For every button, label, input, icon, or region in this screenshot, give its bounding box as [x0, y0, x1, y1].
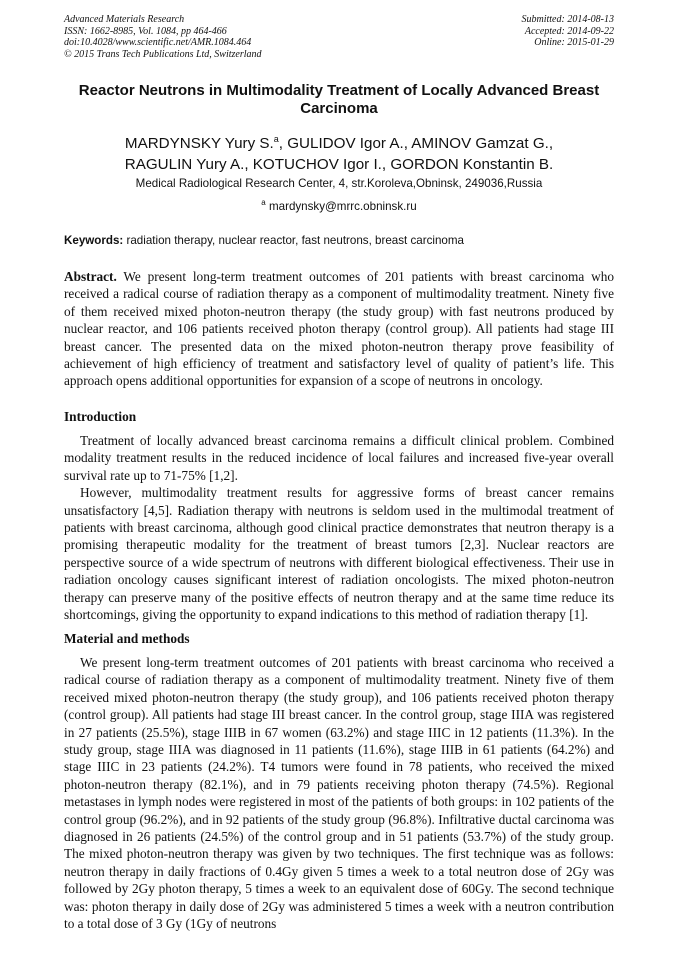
introduction-heading: Introduction — [64, 409, 137, 424]
abstract-label: Abstract. — [64, 269, 117, 284]
methods-heading: Material and methods — [64, 631, 190, 646]
keywords-text: radiation therapy, nuclear reactor, fast neutrons, breast carcinoma — [123, 234, 464, 247]
author-line-2: RAGULIN Yury A., KOTUCHOV Igor I., GORDON Konstantin B. — [124, 156, 554, 174]
introduction-paragraph-1: Treatment of locally advanced breast carcinoma remains a difficult clinical problem. Combined modality treatment results in the reduced incidence of local failures and increased five-year overall survival rate up to 71-75% [1,2]. — [64, 433, 614, 483]
journal-name: Advanced Materials Research — [64, 14, 185, 25]
abstract — [64, 268, 614, 390]
methods-paragraph-1: We present long-term treatment outcomes of 201 patients with breast carcinoma who received a radical course of radiation therapy as a component of multimodality treatment. Ninety five of them received mixed photon-neutron therapy (the study group), and 106 patients received photon therapy (control group). All patients had stage III breast cancer. In the control group, stage IIIA was registered in 27 patients (25.5%), stage IIIB in 67 women (63.2%) and stage IIIC in 12 patients (11.3%). In the study group, stage IIIA was diagnosed in 11 patients (11.6%), stage IIIB in 61 patients (64.2%) and stage IIIC in 23 patients (24.2%). T4 tumors were found in 78 patients, who received the mixed photon-neutron therapy (82.1%), and in 79 patients receiving photon therapy (74.5%). Regional metastases in lymph nodes were registered in most of the patients of both groups: in 102 patients of the control group (96.2%), and in 92 patients of the study group (96.8%). Infiltrative ductal carcinoma was diagnosed in 26 patients (24.5%) of the control group and in 51 patients (53.7%) of the study group. The mixed photon-neutron therapy was given by two techniques. The first technique was as follows: neutron therapy in daily fractions of 0.4Gy given 5 times a week to a total neutron dose of 2Gy was followed by 2Gy photon therapy, 5 times a week to an equivalent dose of 60Gy. The second technique was: photon therapy in daily dose of 2Gy was administered 5 times a week with a neutron contribution to a total dose of 3 Gy (1Gy of neutrons — [64, 655, 614, 932]
journal-info — [64, 14, 262, 60]
doi-line: doi:10.4028/www.scientific.net/AMR.1084.464 — [64, 37, 252, 48]
author-list — [64, 129, 614, 175]
email-address[interactable]: mardynsky@mrrc.obninsk.ru — [265, 199, 417, 213]
copyright-line: © 2015 Trans Tech Publications Ltd, Switzerland — [64, 48, 262, 60]
paper-title: Reactor Neutrons in Multimodality Treatment of Locally Advanced Breast Carcinoma — [78, 82, 600, 117]
abstract-text: We present long-term treatment outcomes of 201 patients with breast carcinoma who received a radical course of radiation therapy as a component of multimodality treatment. Ninety five of them received mixed photon-neutron therapy (the study group) with fast neutrons produced by nuclear reactor, and 106 patients received photon therapy (control group). All patients had stage III breast cancer. The presented data on the mixed photon-neutron therapy prove feasibility of achievement of high efficiency of treatment and satisfactory level of quality of patient’s life. This approach opens additional opportunities for expansion of a scope of neutrons in oncology. — [64, 269, 614, 389]
keywords — [64, 234, 614, 247]
submitted-date: Submitted: 2014-08-13 — [521, 14, 614, 25]
accepted-date: Accepted: 2014-09-22 — [524, 25, 614, 37]
author-line-1: MARDYNSKY Yury S.$^a$, GULIDOV Igor A., AMINOV Gamzat G., — [124, 134, 554, 153]
publication-dates — [522, 14, 615, 49]
affiliation: Medical Radiological Research Center, 4, str.Koroleva,Obninsk, 249036,Russia — [135, 177, 543, 190]
methods-body — [64, 654, 614, 933]
introduction-paragraph-2: However, multimodality treatment results for aggressive forms of breast cancer remains unsatisfactory [4,5]. Radiation therapy with neutrons is seldom used in the multimodal treatment of patients with breast carcinoma, although good clinical practice demonstrates that neutron therapy is a promising therapeutic modality for the treatment of breast tumors [2,3]. Nuclear reactors are perspective source of a wide spectrum of neutrons with different biological effectiveness. Their use in radiation oncology causes significant interest of radiation oncologists. The mixed photon-neutron therapy can preserve many of the positive effects of neutron therapy and at the same time reduce its shortcomings, giving the opportunity to expand indications to this method of radiation therapy [1]. — [64, 485, 614, 623]
issn-line: ISSN: 1662-8985, Vol. 1084, pp 464-466 — [64, 25, 227, 37]
keywords-label: Keywords: — [64, 234, 124, 247]
contact-email: $^a$ mardynsky@mrrc.obninsk.ru — [261, 198, 417, 213]
online-date: Online: 2015-01-29 — [534, 37, 614, 48]
introduction-body — [64, 432, 614, 623]
